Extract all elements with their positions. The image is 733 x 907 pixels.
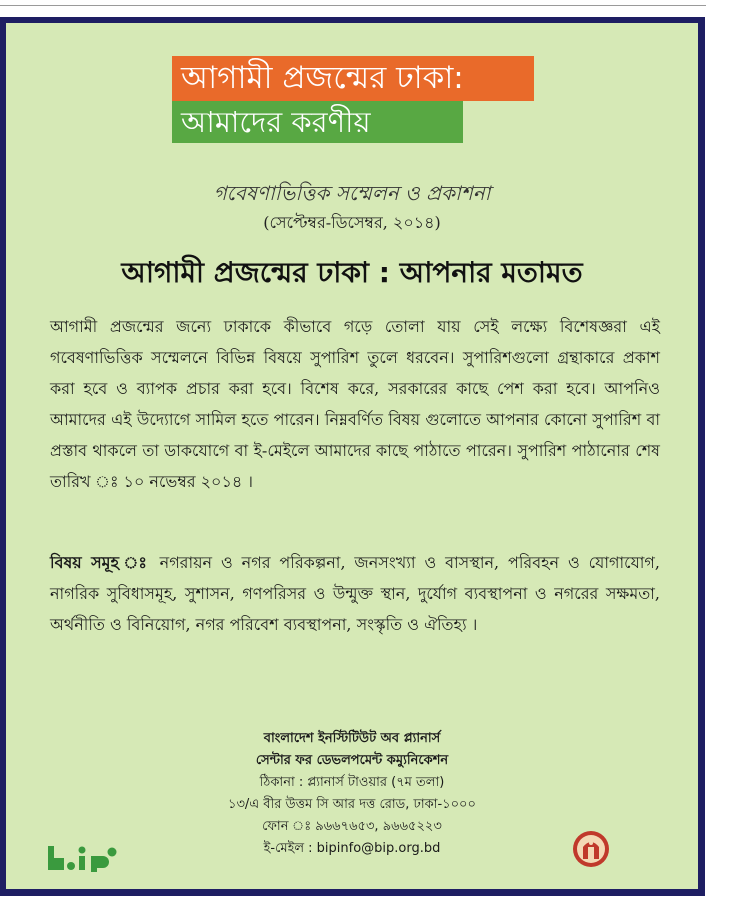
organization-name: বাংলাদেশ ইনস্টিটিউট অব প্ল্যানার্স — [263, 731, 441, 746]
event-dates: (সেপ্টেম্বর-ডিসেম্বর, ২০১৪) — [263, 213, 441, 232]
center-name: সেন্টার ফর ডেভলপমেন্ট কম্যুনিকেশন — [255, 753, 449, 768]
topics-label: বিষয় সমূহ ঃ — [50, 553, 151, 572]
email-line: ই-মেইল : bipinfo@bip.org.bd — [263, 841, 441, 856]
title-line-2: আমাদের করণীয় — [172, 101, 463, 143]
title-box — [172, 56, 534, 143]
address-line-2: ১৩/এ বীর উত্তম সি আর দত্ত রোড, ঢাকা-১০০০ — [228, 797, 476, 812]
topics-paragraph — [50, 547, 660, 640]
organization-block — [146, 728, 558, 860]
poster-panel — [6, 23, 698, 889]
poster-frame — [0, 17, 705, 896]
main-heading: আগামী প্রজন্মের ঢাকা : আপনার মতামত — [121, 256, 583, 289]
subtitle: গবেষণাভিত্তিক সম্মেলন ও প্রকাশনা — [213, 181, 491, 205]
topics-text: নগরায়ন ও নগর পরিকল্পনা, জনসংখ্যা ও বাসস্থান, পরিবহন ও যোগাযোগ, নাগরিক সুবিধাসমূহ, সুশাসন, গণপরিসর ও উন্মুক্ত স্থান, দুর্যোগ ব্যবস্থাপনা ও নগরের সক্ষমতা, অর্থনীতি ও বিনিয়োগ, নগর পরিবেশ ব্যবস্থাপনা, সংস্কৃতি ও ঐতিহ্য । — [50, 553, 660, 634]
top-rule — [0, 5, 706, 6]
institute-emblem-icon — [571, 829, 611, 869]
intro-paragraph: আগামী প্রজন্মের জন্যে ঢাকাকে কীভাবে গড়ে তোলা যায় সেই লক্ষ্যে বিশেষজ্ঞরা এই গবেষণাভিত্তিক সম্মেলনে বিভিন্ন বিষয়ে সুপারিশ তুলে ধরবেন। সুপারিশগুলো গ্রন্থাকারে প্রকাশ করা হবে ও ব্যাপক প্রচার করা হবে। বিশেষ করে, সরকারের কাছে পেশ করা হবে। আপনিও আমাদের এই উদ্যোগে সামিল হতে পারেন। নিম্নবর্ণিত বিষয় গুলোতে আপনার কোনো সুপারিশ বা প্রস্তাব থাকলে তা ডাকযোগে বা ই-মেইলে আমাদের কাছে পাঠাতে পারেন। সুপারিশ পাঠানোর শেষ তারিখ ঃ ১০ নভেম্বর ২০১৪ । — [50, 317, 660, 491]
title-line-1: আগামী প্রজন্মের ঢাকা: — [172, 56, 534, 101]
bip-logo-icon — [46, 844, 136, 874]
phone-line: ফোন ঃ ৯৬৬৭৬৫৩, ৯৬৬৫২২৩ — [262, 819, 442, 834]
address-line-1: ঠিকানা : প্ল্যানার্স টাওয়ার (৭ম তলা) — [259, 775, 445, 790]
